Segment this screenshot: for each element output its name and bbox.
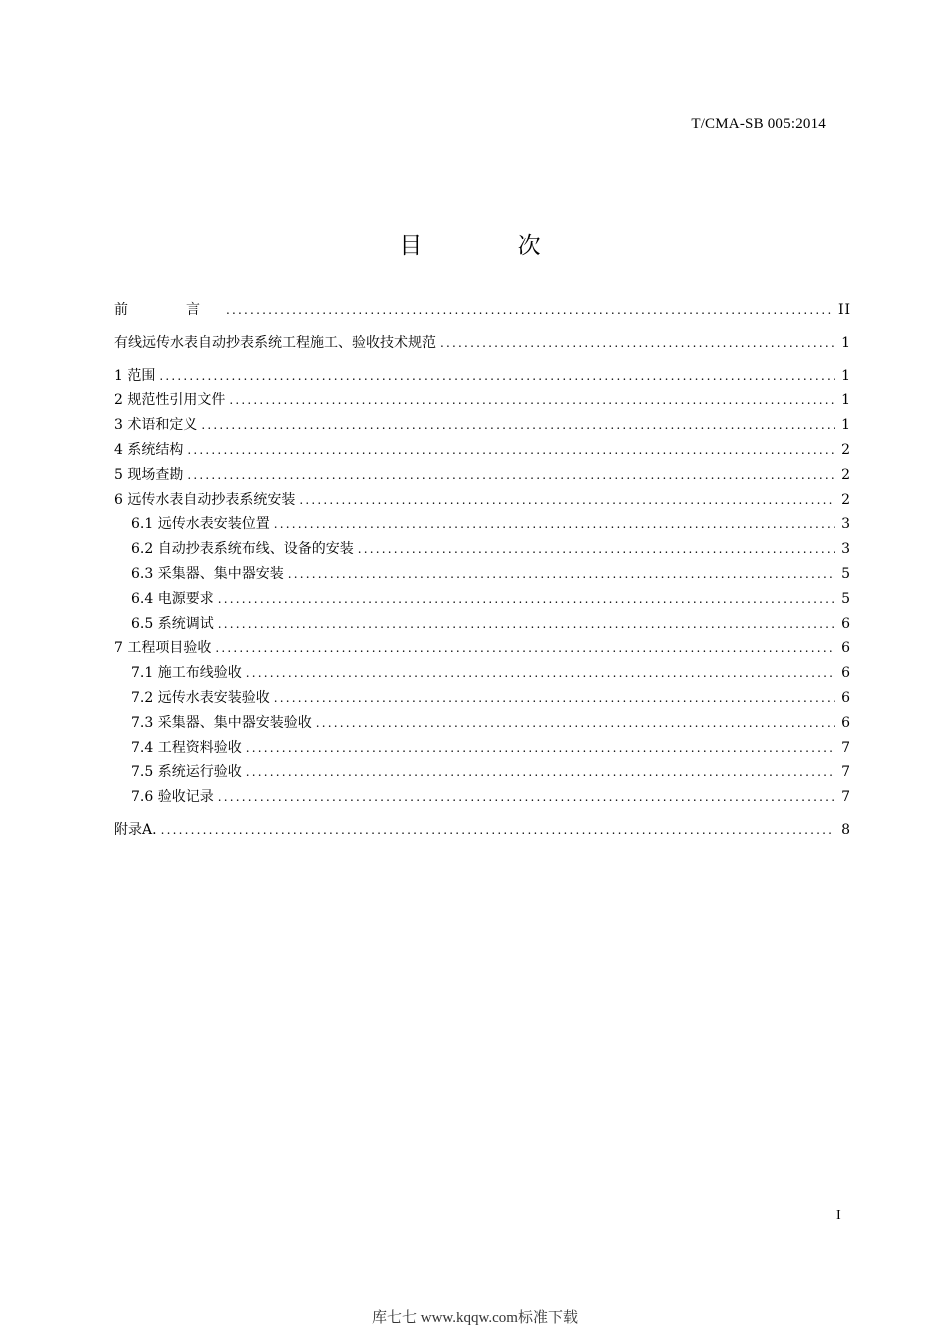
toc-leader-dots	[226, 298, 832, 323]
toc-entry-page: 6	[841, 665, 851, 682]
toc-entry-page: 1	[841, 367, 851, 384]
toc-entry-6-5[interactable]	[114, 612, 851, 637]
toc-entry-page: 8	[841, 821, 851, 838]
toc-entry-6-3[interactable]	[114, 562, 851, 587]
footer-watermark: 库七七 www.kqqw.com标准下载	[372, 1310, 578, 1326]
toc-leader-dots	[215, 636, 835, 661]
toc-leader-dots	[229, 388, 835, 413]
toc-entry-page: 3	[841, 541, 851, 558]
toc-entry-7[interactable]	[114, 636, 851, 661]
toc-entry-label: 6.4 电源要求	[131, 590, 214, 607]
toc-entry-2[interactable]	[114, 388, 851, 413]
toc-entry-label: 附录A.	[114, 821, 157, 838]
toc-leader-dots	[358, 537, 835, 562]
toc-entry-page: 5	[841, 565, 851, 582]
toc-entry-page: 2	[841, 491, 851, 508]
toc-entry-6-2[interactable]	[114, 537, 851, 562]
toc-leader-dots	[161, 818, 836, 843]
toc-entry-page: 7	[841, 764, 851, 781]
toc-entry-7-1[interactable]	[114, 661, 851, 686]
toc-leader-dots	[274, 686, 835, 711]
toc-entry-label: 5 现场查勘	[114, 466, 184, 483]
toc-entry-page: 2	[841, 466, 851, 483]
toc-entry-label: 7.4 工程资料验收	[131, 739, 242, 756]
toc-entry-6-4[interactable]	[114, 587, 851, 612]
toc-entry-label: 3 术语和定义	[114, 417, 198, 434]
toc-entry-6[interactable]	[114, 488, 851, 513]
toc-leader-dots	[187, 438, 835, 463]
toc-entry-label: 7.1 施工布线验收	[131, 665, 242, 682]
toc-entry-label: 6.5 系统调试	[131, 615, 214, 632]
toc-entry-label: 有线远传水表自动抄表系统工程施工、验收技术规范	[114, 334, 436, 351]
toc-leader-dots	[246, 736, 835, 761]
toc-entry-label: 4 系统结构	[114, 441, 184, 458]
toc-entry-page: II	[837, 302, 851, 318]
toc-entry-7-6[interactable]	[114, 785, 851, 810]
toc-entry-label: 7.6 验收记录	[131, 789, 214, 806]
toc-entry-page: 7	[841, 739, 851, 756]
toc-entry-6-1[interactable]	[114, 512, 851, 537]
toc-entry-7-2[interactable]	[114, 686, 851, 711]
toc-entry-7-3[interactable]	[114, 711, 851, 736]
toc-entry-label: 6 远传水表自动抄表系统安装	[114, 491, 296, 508]
toc-leader-dots	[159, 364, 835, 389]
document-code: T/CMA-SB 005:2014	[691, 116, 826, 132]
toc-leader-dots	[187, 463, 835, 488]
toc-leader-dots	[218, 785, 835, 810]
toc-entry-label: 7.5 系统运行验收	[131, 764, 242, 781]
toc-leader-dots	[246, 661, 835, 686]
toc-entry-page: 5	[841, 590, 851, 607]
toc-entry-label: 7.3 采集器、集中器安装验收	[131, 714, 312, 731]
page-title: 目 次	[399, 233, 585, 260]
toc-entry-page: 1	[841, 392, 851, 409]
toc-leader-dots	[316, 711, 835, 736]
toc-entry-page: 1	[841, 417, 851, 434]
toc-entry-label: 前 言	[114, 302, 222, 318]
toc-leader-dots	[201, 413, 835, 438]
toc-entry-appendix-a[interactable]	[114, 818, 851, 843]
toc-entry-page: 6	[841, 615, 851, 632]
toc-entry-foreword[interactable]	[114, 298, 851, 323]
toc-leader-dots	[246, 760, 835, 785]
toc-leader-dots	[218, 612, 835, 637]
toc-entry-7-4[interactable]	[114, 736, 851, 761]
toc-entry-label: 7 工程项目验收	[114, 640, 212, 657]
toc-leader-dots	[288, 562, 835, 587]
toc-entry-main-title[interactable]	[114, 331, 851, 356]
toc-entry-page: 1	[841, 334, 851, 351]
toc-entry-4[interactable]	[114, 438, 851, 463]
toc-entry-page: 6	[841, 689, 851, 706]
toc-leader-dots	[218, 587, 835, 612]
toc-entry-page: 3	[841, 516, 851, 533]
toc-entry-page: 6	[841, 640, 851, 657]
toc-entry-label: 6.3 采集器、集中器安装	[131, 565, 284, 582]
toc-entry-3[interactable]	[114, 413, 851, 438]
toc-entry-page: 7	[841, 789, 851, 806]
toc-entry-label: 1 范围	[114, 367, 156, 384]
toc-leader-dots	[274, 512, 835, 537]
toc-entry-label: 6.2 自动抄表系统布线、设备的安装	[131, 541, 354, 558]
table-of-contents	[114, 298, 851, 843]
toc-entry-1[interactable]	[114, 364, 851, 389]
toc-entry-5[interactable]	[114, 463, 851, 488]
toc-leader-dots	[440, 331, 835, 356]
toc-entry-page: 6	[841, 714, 851, 731]
toc-entry-label: 6.1 远传水表安装位置	[131, 516, 270, 533]
toc-leader-dots	[299, 488, 835, 513]
toc-entry-7-5[interactable]	[114, 760, 851, 785]
toc-entry-page: 2	[841, 441, 851, 458]
page-number: I	[836, 1208, 841, 1223]
toc-entry-label: 2 规范性引用文件	[114, 392, 226, 409]
toc-entry-label: 7.2 远传水表安装验收	[131, 689, 270, 706]
